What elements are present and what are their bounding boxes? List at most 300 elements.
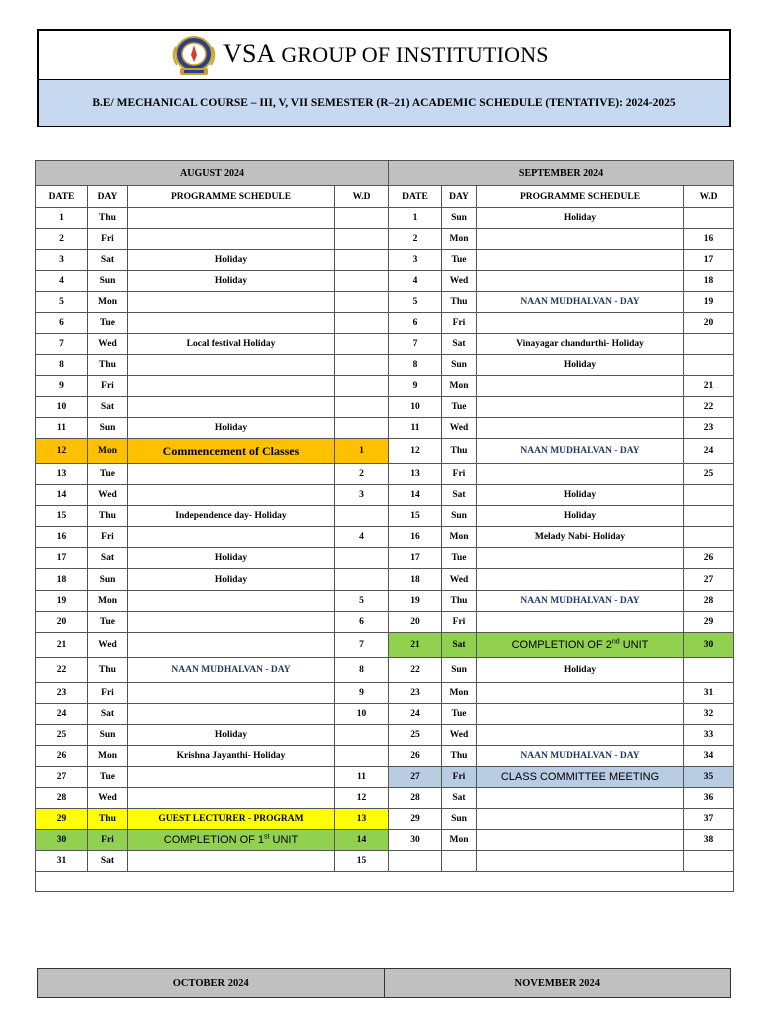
aug-wd-cell [335, 229, 389, 250]
aug-prog-cell [128, 418, 335, 439]
sep-date-cell: 9 [389, 376, 442, 397]
aug-wd-cell: 8 [335, 658, 389, 683]
table-row [36, 439, 734, 464]
aug-prog-cell [128, 548, 335, 569]
month-september: SEPTEMBER 2024 [389, 161, 734, 186]
aug-wd-cell: 11 [335, 767, 389, 788]
sep-prog-cell [477, 683, 684, 704]
blank-row [36, 872, 734, 892]
aug-prog-cell [128, 612, 335, 633]
aug-prog-cell [128, 250, 335, 271]
sep-wd-cell: 18 [684, 271, 734, 292]
sep-wd-cell: 24 [684, 439, 734, 464]
sep-day-cell: Wed [442, 271, 477, 292]
table-row [36, 229, 734, 250]
sep-day-cell: Tue [442, 397, 477, 418]
sep-day-cell: Thu [442, 292, 477, 313]
aug-wd-cell [335, 569, 389, 591]
aug-day-cell: Wed [88, 788, 128, 809]
aug-day-cell: Fri [88, 830, 128, 851]
sep-day-cell: Sun [442, 506, 477, 527]
sep-day-cell: Sun [442, 355, 477, 376]
sep-day-cell: Thu [442, 746, 477, 767]
schedule-body [36, 208, 734, 872]
sep-day-cell: Sat [442, 485, 477, 506]
aug-wd-cell [335, 355, 389, 376]
sep-prog-text-after: UNIT [619, 639, 649, 651]
aug-date-cell: 21 [36, 633, 88, 658]
sep-prog-cell [477, 633, 684, 658]
aug-wd-cell [335, 250, 389, 271]
aug-day-cell: Mon [88, 591, 128, 612]
sep-prog-cell [477, 527, 684, 548]
aug-prog-cell [128, 683, 335, 704]
sep-prog-cell [477, 376, 684, 397]
sep-date-cell: 25 [389, 725, 442, 746]
sep-wd-cell: 30 [684, 633, 734, 658]
aug-prog-cell [128, 355, 335, 376]
aug-prog-cell [128, 809, 335, 830]
sep-day-cell: Thu [442, 439, 477, 464]
aug-wd-cell: 14 [335, 830, 389, 851]
aug-day-cell: Fri [88, 229, 128, 250]
table-row [36, 313, 734, 334]
aug-day-cell: Mon [88, 292, 128, 313]
aug-date-cell: 9 [36, 376, 88, 397]
month-november: NOVEMBER 2024 [384, 969, 731, 998]
sep-prog-text: NAAN MUDHALVAN - DAY [520, 297, 640, 307]
aug-date-cell: 6 [36, 313, 88, 334]
aug-prog-text: Holiday [214, 276, 248, 286]
sep-prog-cell [477, 250, 684, 271]
sep-day-cell: Mon [442, 527, 477, 548]
aug-day-cell: Tue [88, 313, 128, 334]
sep-day-cell: Wed [442, 725, 477, 746]
aug-wd-cell [335, 397, 389, 418]
aug-prog-cell [128, 746, 335, 767]
aug-date-cell: 12 [36, 439, 88, 464]
sep-date-cell: 15 [389, 506, 442, 527]
sep-prog-text: Holiday [563, 213, 597, 223]
aug-prog-cell [128, 271, 335, 292]
sep-date-cell: 28 [389, 788, 442, 809]
sep-wd-cell: 29 [684, 612, 734, 633]
aug-date-cell: 13 [36, 464, 88, 485]
institution-title [223, 39, 549, 69]
sep-date-cell: 7 [389, 334, 442, 355]
table-row [36, 704, 734, 725]
title-vsa: VSA [223, 39, 276, 68]
aug-wd-cell: 10 [335, 704, 389, 725]
month-august: AUGUST 2024 [36, 161, 389, 186]
aug-prog-cell [128, 788, 335, 809]
sep-wd-cell: 28 [684, 591, 734, 612]
aug-wd-cell: 5 [335, 591, 389, 612]
aug-prog-text: Holiday [214, 574, 248, 585]
sep-wd-cell: 32 [684, 704, 734, 725]
sep-prog-text: NAAN MUDHALVAN - DAY [520, 751, 640, 761]
sep-date-cell: 17 [389, 548, 442, 569]
aug-date-cell: 15 [36, 506, 88, 527]
sep-prog-cell [477, 292, 684, 313]
sep-date-cell: 6 [389, 313, 442, 334]
sep-wd-cell [684, 506, 734, 527]
sep-prog-cell [477, 397, 684, 418]
col-programme: PROGRAMME SCHEDULE [128, 186, 335, 208]
aug-prog-text: GUEST LECTURER - PROGRAM [158, 814, 304, 824]
table-row [36, 485, 734, 506]
sep-prog-cell [477, 229, 684, 250]
sep-prog-text: Melady Nabi- Holiday [534, 532, 626, 542]
aug-prog-cell [128, 767, 335, 788]
sep-date-cell: 19 [389, 591, 442, 612]
sep-wd-cell: 23 [684, 418, 734, 439]
title-rest: GROUP OF INSTITUTIONS [275, 42, 549, 67]
aug-day-cell: Wed [88, 485, 128, 506]
sep-wd-cell: 35 [684, 767, 734, 788]
col-date: DATE [389, 186, 442, 208]
sep-wd-cell: 25 [684, 464, 734, 485]
sep-prog-cell [477, 788, 684, 809]
sep-day-cell: Sun [442, 658, 477, 683]
institution-logo-icon [167, 35, 221, 77]
sep-wd-cell [684, 658, 734, 683]
month-october: OCTOBER 2024 [38, 969, 385, 998]
aug-wd-cell [335, 271, 389, 292]
aug-day-cell: Sat [88, 250, 128, 271]
aug-date-cell: 30 [36, 830, 88, 851]
aug-date-cell: 14 [36, 485, 88, 506]
sep-date-cell: 24 [389, 704, 442, 725]
sep-wd-cell: 19 [684, 292, 734, 313]
aug-day-cell: Thu [88, 658, 128, 683]
aug-prog-text: Holiday [214, 730, 248, 740]
aug-day-cell: Sat [88, 704, 128, 725]
sep-date-cell: 26 [389, 746, 442, 767]
col-wd: W.D [684, 186, 734, 208]
sep-prog-cell [477, 851, 684, 872]
aug-date-cell: 1 [36, 208, 88, 229]
aug-wd-cell: 6 [335, 612, 389, 633]
sep-date-cell: 8 [389, 355, 442, 376]
aug-wd-cell: 13 [335, 809, 389, 830]
sep-wd-cell: 31 [684, 683, 734, 704]
aug-date-cell: 20 [36, 612, 88, 633]
aug-prog-text: Holiday [214, 423, 248, 433]
aug-prog-text: COMPLETION OF 1 [163, 834, 265, 846]
sep-prog-cell [477, 612, 684, 633]
sep-prog-text: Holiday [563, 360, 597, 370]
aug-date-cell: 31 [36, 851, 88, 872]
aug-date-cell: 16 [36, 527, 88, 548]
aug-prog-cell [128, 229, 335, 250]
aug-date-cell: 10 [36, 397, 88, 418]
table-row [36, 334, 734, 355]
sep-date-cell: 18 [389, 569, 442, 591]
aug-prog-cell [128, 292, 335, 313]
aug-prog-cell [128, 313, 335, 334]
col-wd: W.D [335, 186, 389, 208]
sep-date-cell: 13 [389, 464, 442, 485]
aug-date-cell: 8 [36, 355, 88, 376]
sep-wd-cell: 22 [684, 397, 734, 418]
sep-wd-cell [684, 851, 734, 872]
table-row [36, 683, 734, 704]
sep-day-cell: Fri [442, 313, 477, 334]
table-row [36, 809, 734, 830]
sep-wd-cell: 34 [684, 746, 734, 767]
sep-prog-text: Holiday [563, 511, 597, 521]
header-box [37, 29, 731, 127]
sep-prog-cell [477, 569, 684, 591]
sep-prog-cell [477, 485, 684, 506]
aug-date-cell: 22 [36, 658, 88, 683]
aug-day-cell: Thu [88, 506, 128, 527]
sep-wd-cell: 37 [684, 809, 734, 830]
aug-day-cell: Wed [88, 633, 128, 658]
sep-date-cell: 21 [389, 633, 442, 658]
aug-date-cell: 27 [36, 767, 88, 788]
table-row [36, 527, 734, 548]
aug-day-cell: Tue [88, 612, 128, 633]
aug-date-cell: 24 [36, 704, 88, 725]
table-row [36, 725, 734, 746]
aug-prog-cell [128, 851, 335, 872]
sep-prog-text: NAAN MUDHALVAN - DAY [520, 596, 640, 606]
sep-date-cell: 20 [389, 612, 442, 633]
sep-prog-cell [477, 418, 684, 439]
sep-day-cell: Sun [442, 208, 477, 229]
aug-wd-cell [335, 725, 389, 746]
aug-day-cell: Tue [88, 767, 128, 788]
sep-day-cell: Mon [442, 830, 477, 851]
sep-prog-cell [477, 334, 684, 355]
sep-prog-cell [477, 704, 684, 725]
aug-prog-cell [128, 439, 335, 464]
sep-prog-cell [477, 746, 684, 767]
aug-wd-cell [335, 208, 389, 229]
aug-wd-cell [335, 334, 389, 355]
sep-prog-cell [477, 591, 684, 612]
sep-date-cell: 16 [389, 527, 442, 548]
sep-wd-cell: 36 [684, 788, 734, 809]
aug-prog-cell [128, 569, 335, 591]
aug-wd-cell: 12 [335, 788, 389, 809]
aug-date-cell: 19 [36, 591, 88, 612]
sep-wd-cell [684, 208, 734, 229]
sep-prog-text: NAAN MUDHALVAN - DAY [520, 446, 640, 456]
col-day: DAY [88, 186, 128, 208]
aug-day-cell: Thu [88, 355, 128, 376]
aug-prog-cell [128, 334, 335, 355]
aug-day-cell: Fri [88, 683, 128, 704]
aug-prog-cell [128, 506, 335, 527]
sep-date-cell: 1 [389, 208, 442, 229]
sep-day-cell: Tue [442, 548, 477, 569]
table-row [36, 418, 734, 439]
sep-date-cell: 29 [389, 809, 442, 830]
table-row [36, 746, 734, 767]
sep-date-cell: 2 [389, 229, 442, 250]
sep-wd-cell: 26 [684, 548, 734, 569]
sep-prog-text: Holiday [563, 490, 597, 500]
sep-wd-cell [684, 527, 734, 548]
aug-date-cell: 18 [36, 569, 88, 591]
sep-wd-cell [684, 334, 734, 355]
aug-prog-cell [128, 208, 335, 229]
aug-wd-cell: 2 [335, 464, 389, 485]
table-row [36, 506, 734, 527]
table-row [36, 788, 734, 809]
aug-date-cell: 4 [36, 271, 88, 292]
schedule-table [35, 160, 734, 892]
sep-wd-cell: 27 [684, 569, 734, 591]
aug-prog-cell [128, 591, 335, 612]
sep-wd-cell: 17 [684, 250, 734, 271]
sep-date-cell: 30 [389, 830, 442, 851]
table-row [36, 569, 734, 591]
aug-prog-text: Krishna Jayanthi- Holiday [176, 751, 286, 761]
sep-day-cell: Thu [442, 591, 477, 612]
aug-date-cell: 29 [36, 809, 88, 830]
table-row [36, 397, 734, 418]
sep-day-cell: Sun [442, 809, 477, 830]
sep-prog-text: COMPLETION OF 2 [511, 639, 612, 651]
table-row [36, 208, 734, 229]
sep-day-cell: Tue [442, 704, 477, 725]
aug-date-cell: 26 [36, 746, 88, 767]
aug-day-cell: Mon [88, 439, 128, 464]
sep-day-cell: Sat [442, 788, 477, 809]
sep-date-cell: 14 [389, 485, 442, 506]
sep-date-cell: 22 [389, 658, 442, 683]
aug-wd-cell [335, 506, 389, 527]
sep-prog-cell [477, 548, 684, 569]
sep-prog-cell [477, 439, 684, 464]
sep-prog-cell [477, 355, 684, 376]
next-months-header [37, 968, 731, 998]
aug-date-cell: 25 [36, 725, 88, 746]
aug-prog-text: Commencement of Classes [162, 443, 300, 458]
aug-prog-text: Independence day- Holiday [175, 511, 287, 521]
sep-day-cell: Mon [442, 229, 477, 250]
aug-wd-cell [335, 292, 389, 313]
aug-day-cell: Fri [88, 376, 128, 397]
aug-date-cell: 2 [36, 229, 88, 250]
sep-date-cell: 3 [389, 250, 442, 271]
sep-prog-cell [477, 208, 684, 229]
sep-date-cell: 12 [389, 439, 442, 464]
table-row [36, 591, 734, 612]
sep-prog-cell [477, 464, 684, 485]
table-row [36, 548, 734, 569]
sep-prog-text: Vinayagar chandurthi- Holiday [516, 339, 644, 349]
sep-prog-cell [477, 725, 684, 746]
sep-day-cell: Fri [442, 612, 477, 633]
sep-wd-cell: 33 [684, 725, 734, 746]
table-row [36, 612, 734, 633]
table-row [36, 355, 734, 376]
aug-prog-cell [128, 633, 335, 658]
schedule-subtitle: B.E/ MECHANICAL COURSE – III, V, VII SEMESTER (R–21) ACADEMIC SCHEDULE (TENTATIVE): 2024-2025 [39, 80, 729, 126]
aug-wd-cell: 9 [335, 683, 389, 704]
table-row [36, 271, 734, 292]
aug-date-cell: 7 [36, 334, 88, 355]
sep-prog-cell [477, 767, 684, 788]
aug-prog-text: Holiday [214, 553, 248, 563]
aug-day-cell: Sat [88, 548, 128, 569]
aug-prog-text: Local festival Holiday [186, 339, 276, 349]
sep-prog-text: CLASS COMMITTEE MEETING [500, 771, 660, 783]
sep-prog-sup: nd [611, 638, 620, 646]
aug-wd-cell: 3 [335, 485, 389, 506]
aug-prog-cell [128, 376, 335, 397]
sep-day-cell: Fri [442, 767, 477, 788]
table-row [36, 633, 734, 658]
aug-day-cell: Mon [88, 746, 128, 767]
aug-day-cell: Thu [88, 208, 128, 229]
aug-day-cell: Sun [88, 418, 128, 439]
sep-date-cell: 4 [389, 271, 442, 292]
table-row [36, 830, 734, 851]
aug-day-cell: Sat [88, 397, 128, 418]
sep-date-cell: 23 [389, 683, 442, 704]
aug-prog-cell [128, 464, 335, 485]
col-programme: PROGRAMME SCHEDULE [477, 186, 684, 208]
aug-day-cell: Tue [88, 464, 128, 485]
title-row [39, 31, 729, 80]
aug-wd-cell [335, 376, 389, 397]
aug-day-cell: Fri [88, 527, 128, 548]
sep-wd-cell: 20 [684, 313, 734, 334]
sep-wd-cell [684, 355, 734, 376]
aug-prog-cell [128, 830, 335, 851]
table-row [36, 292, 734, 313]
sep-day-cell: Wed [442, 418, 477, 439]
sep-day-cell: Fri [442, 464, 477, 485]
aug-wd-cell: 7 [335, 633, 389, 658]
sep-wd-cell: 16 [684, 229, 734, 250]
table-row [36, 658, 734, 683]
aug-prog-text-after: UNIT [269, 834, 299, 846]
col-day: DAY [442, 186, 477, 208]
col-date: DATE [36, 186, 88, 208]
aug-wd-cell [335, 746, 389, 767]
sep-day-cell: Sat [442, 334, 477, 355]
aug-day-cell: Sat [88, 851, 128, 872]
sep-date-cell: 27 [389, 767, 442, 788]
sep-prog-text: Holiday [563, 665, 597, 675]
sep-date-cell: 11 [389, 418, 442, 439]
aug-day-cell: Sun [88, 271, 128, 292]
sep-day-cell: Wed [442, 569, 477, 591]
table-row [36, 250, 734, 271]
sep-wd-cell: 21 [684, 376, 734, 397]
aug-date-cell: 11 [36, 418, 88, 439]
aug-day-cell: Wed [88, 334, 128, 355]
sep-day-cell: Sat [442, 633, 477, 658]
sep-wd-cell: 38 [684, 830, 734, 851]
aug-date-cell: 17 [36, 548, 88, 569]
sep-date-cell: 5 [389, 292, 442, 313]
aug-prog-cell [128, 527, 335, 548]
aug-prog-cell [128, 485, 335, 506]
aug-prog-text: Holiday [214, 255, 248, 265]
table-row [36, 851, 734, 872]
aug-wd-cell [335, 313, 389, 334]
aug-wd-cell: 15 [335, 851, 389, 872]
aug-prog-cell [128, 397, 335, 418]
